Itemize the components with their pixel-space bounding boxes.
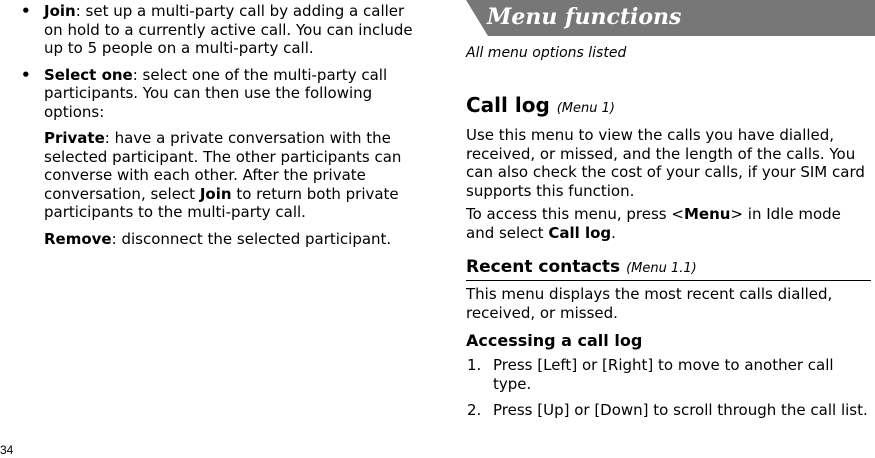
key-menu: Menu <box>683 205 731 223</box>
bullet-marker: • <box>21 2 31 20</box>
step-number: 2. <box>467 401 482 419</box>
banner-notch <box>466 0 488 36</box>
term-call-log: Call log <box>548 223 612 242</box>
term-remove: Remove <box>44 229 112 248</box>
banner-subtitle: All menu options listed <box>466 45 627 61</box>
list-item <box>466 401 875 420</box>
paragraph-text: To access this menu, press < <box>466 205 684 223</box>
page-number: 34 <box>0 443 14 457</box>
list-item <box>466 356 875 393</box>
subsection-menu-ref: (Menu 1.1) <box>626 261 697 276</box>
banner-title: Menu functions <box>487 4 682 30</box>
term-join-inline: Join <box>199 184 232 203</box>
subsection-heading <box>466 257 871 281</box>
term-private: Private <box>44 129 105 147</box>
section-title: Call log <box>466 93 550 117</box>
option-remove <box>17 230 417 249</box>
term-join: Join <box>44 2 76 20</box>
section-heading <box>466 93 615 121</box>
step-number: 1. <box>467 356 482 374</box>
option-private <box>17 129 417 222</box>
option-text: : disconnect the selected participant. <box>111 229 392 248</box>
term-select-one: Select one <box>44 65 133 84</box>
step-text: Press [Up] or [Down] to scroll through the call list. <box>493 401 868 419</box>
left-column <box>17 2 417 256</box>
section-menu-ref: (Menu 1) <box>556 101 615 116</box>
option-text: to return both private participants to the multi-party call. <box>44 184 399 221</box>
bullet-join <box>17 2 417 58</box>
step-list <box>466 356 875 428</box>
paragraph-text: > in Idle mode and select <box>466 205 841 242</box>
bullet-text: : select one of the multi-party call participants. You can then use the following options: <box>44 65 388 121</box>
bullet-select-one <box>17 66 417 122</box>
paragraph-intro: Use this menu to view the calls you have dialled, received, or missed, and the length of the calls. You can also check the cost of your calls, if your SIM card supports this function. <box>466 126 865 200</box>
bullet-text: : set up a multi-party call by adding a caller on hold to a currently active call. You can include up to 5 people on a multi-party call. <box>44 2 413 57</box>
paragraph-recent: This menu displays the most recent calls dialled, received, or missed. <box>466 285 833 322</box>
step-text: Press [Left] or [Right] to move to another call type. <box>493 356 834 393</box>
option-text: : have a private conversation with the selected participant. The other participants can converse with each other. After the private conversation, select <box>44 129 402 203</box>
section-banner <box>466 0 875 36</box>
heading-accessing: Accessing a call log <box>466 331 643 350</box>
paragraph-text: . <box>611 223 616 242</box>
subsection-title: Recent contacts <box>466 257 621 277</box>
bullet-marker: • <box>21 65 31 84</box>
paragraph-access <box>466 205 871 242</box>
